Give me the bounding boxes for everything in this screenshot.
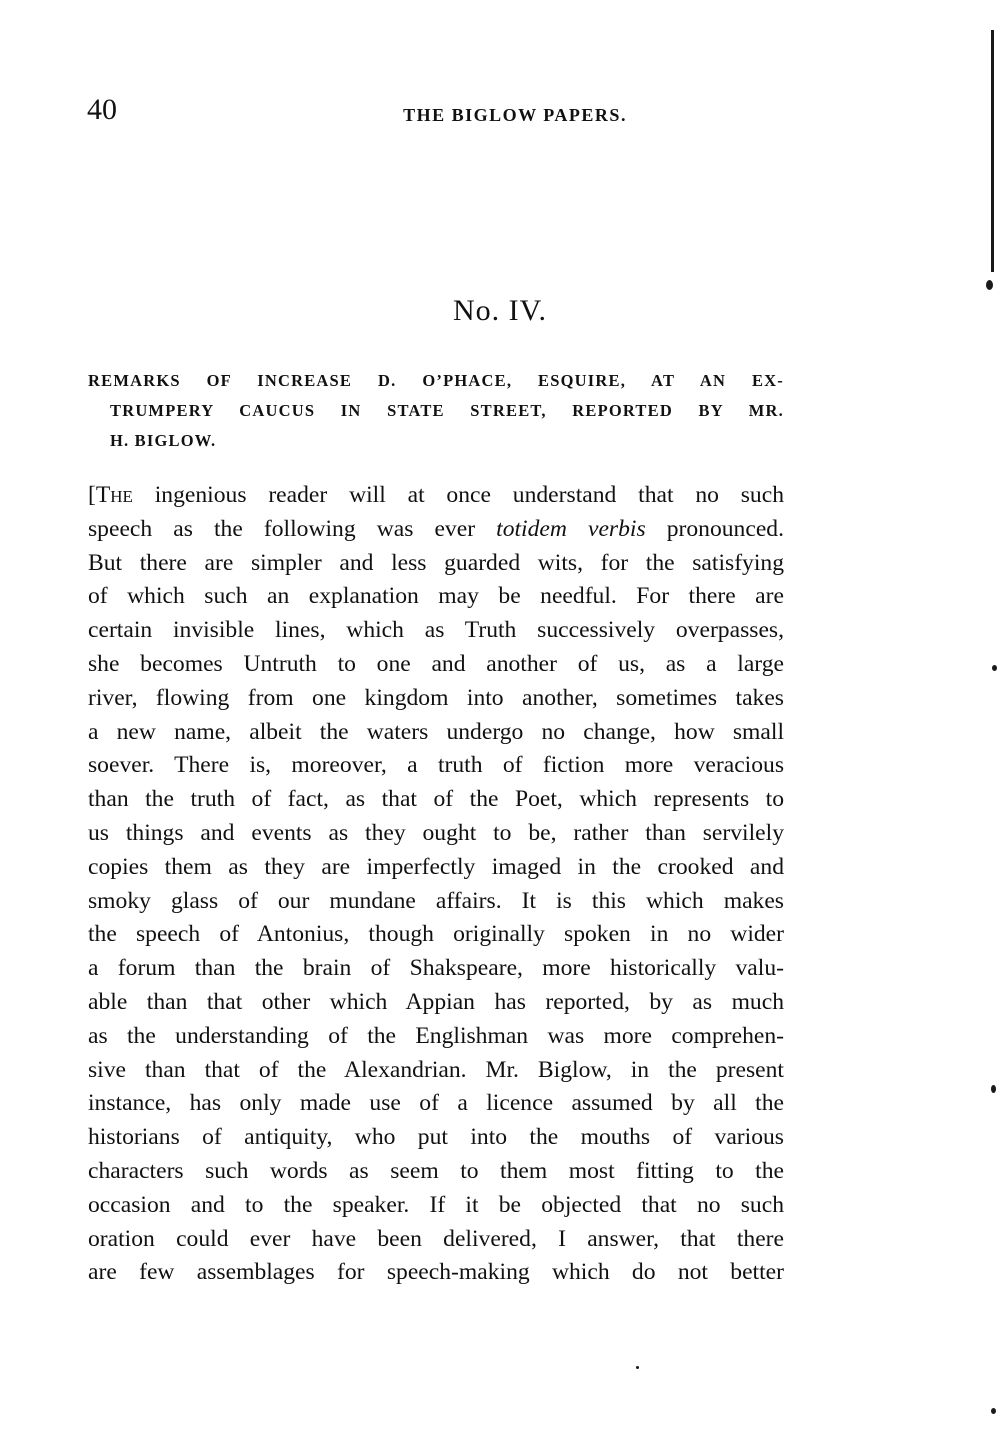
body-line: sive than that of the Alexandrian. Mr. Biglow, in the present — [88, 1056, 784, 1083]
scan-edge-rule — [991, 30, 994, 272]
body-line: But there are simpler and less guarded wits, for the satisfying — [88, 549, 784, 576]
subtitle-line: TRUMPERY CAUCUS IN STATE STREET, REPORTED BY MR. — [110, 401, 784, 420]
body-line: oration could ever have been delivered, I answer, that there — [88, 1225, 784, 1252]
body-line: a new name, albeit the waters undergo no change, how small — [88, 718, 784, 745]
body-line: smoky glass of our mundane affairs. It is this which makes — [88, 887, 784, 914]
body-line: certain invisible lines, which as Truth successively overpasses, — [88, 617, 784, 644]
body-line: us things and events as they ought to be, rather than servilely — [88, 819, 784, 846]
body-line — [88, 479, 784, 513]
body-line: the speech of Antonius, though originally spoken in no wider — [88, 921, 784, 948]
body-line-text: speech as the following was ever — [88, 515, 497, 542]
scan-speck — [986, 280, 993, 290]
subtitle-line: REMARKS OF INCREASE D. O’PHACE, ESQUIRE, AT AN EX- — [88, 371, 784, 390]
page-number: 40 — [87, 93, 117, 126]
body-line-text: ingenious reader will at once understand that no such — [132, 482, 784, 508]
opening-bracket: [ — [88, 482, 96, 508]
body-line: instance, has only made use of a licence assumed by all the — [88, 1090, 784, 1117]
body-line: of which such an explanation may be needful. For there are — [88, 583, 784, 610]
section-number-heading: No. IV. — [453, 294, 547, 327]
running-title: THE BIGLOW PAPERS. — [403, 105, 627, 125]
subtitle-line: H. BIGLOW. — [110, 431, 217, 450]
scan-speck — [991, 1408, 996, 1414]
body-line — [88, 513, 784, 547]
scan-speck — [991, 1085, 996, 1093]
body-paragraph — [88, 479, 784, 1290]
italic-phrase: totidem verbis — [496, 515, 646, 542]
body-line: than the truth of fact, as that of the Poet, which represents to — [88, 786, 784, 813]
body-line: a forum than the brain of Shakspeare, more historically valu- — [88, 955, 784, 982]
scan-speck — [636, 1366, 639, 1369]
body-line-text: pronounced. — [645, 515, 784, 542]
body-line: river, flowing from one kingdom into another, sometimes takes — [88, 684, 784, 711]
body-line: she becomes Untruth to one and another of us, as a large — [88, 650, 784, 677]
body-line: historians of antiquity, who put into the mouths of various — [88, 1124, 784, 1151]
drop-word-smallcaps: The — [95, 482, 133, 508]
scan-speck — [992, 665, 997, 671]
body-line: able than that other which Appian has reported, by as much — [88, 988, 784, 1015]
body-line: as the understanding of the Englishman was more comprehen- — [88, 1022, 784, 1049]
body-line: characters such words as seem to them most fitting to the — [88, 1157, 784, 1184]
body-line: are few assemblages for speech-making which do not better — [88, 1259, 784, 1286]
section-subtitle — [88, 366, 784, 456]
body-line: soever. There is, moreover, a truth of fiction more veracious — [88, 752, 784, 779]
body-line: copies them as they are imperfectly imaged in the crooked and — [88, 853, 784, 880]
body-line: occasion and to the speaker. If it be objected that no such — [88, 1191, 784, 1218]
